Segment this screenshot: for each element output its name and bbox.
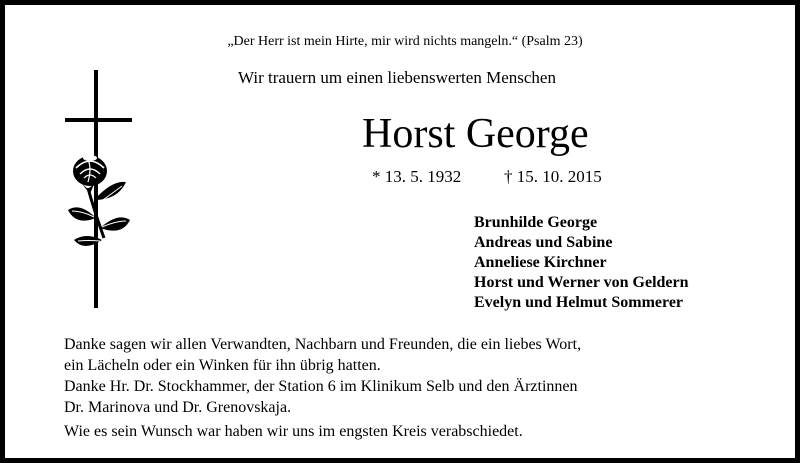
mourner-name: Anneliese Kirchner <box>474 254 607 271</box>
psalm-quote: „Der Herr ist mein Hirte, mir wird nichts mangeln.“ (Psalm 23) <box>227 34 583 49</box>
death-date: † 15. 10. 2015 <box>504 167 602 186</box>
intro-line: Wir trauern um einen liebenswerten Menschen <box>238 68 556 87</box>
birth-date: * 13. 5. 1932 <box>372 167 462 186</box>
mourner-name: Brunhilde George <box>474 214 598 231</box>
mourner-name: Horst und Werner von Geldern <box>474 274 689 291</box>
thanks-paragraph <box>64 334 581 418</box>
deceased-name: Horst George <box>362 111 589 157</box>
rose-icon <box>68 155 130 246</box>
cross-rose-illustration <box>60 70 140 310</box>
mourner-name: Andreas und Sabine <box>474 234 613 251</box>
thanks-line: Danke sagen wir allen Verwandten, Nachbarn und Freunden, die ein liebes Wort, <box>64 336 582 353</box>
mourners-list <box>474 213 689 313</box>
thanks-line: ein Lächeln oder ein Winken für ihn übrig hatten. <box>64 357 381 374</box>
closing-line: Wie es sein Wunsch war haben wir uns im engsten Kreis verabschiedet. <box>64 423 523 440</box>
mourner-name: Evelyn und Helmut Sommerer <box>474 294 684 311</box>
thanks-line: Danke Hr. Dr. Stockhammer, der Station 6 im Klinikum Selb und den Ärztinnen <box>64 378 578 395</box>
thanks-line: Dr. Marinova und Dr. Grenovskaja. <box>64 399 292 416</box>
cross-icon <box>65 70 132 308</box>
